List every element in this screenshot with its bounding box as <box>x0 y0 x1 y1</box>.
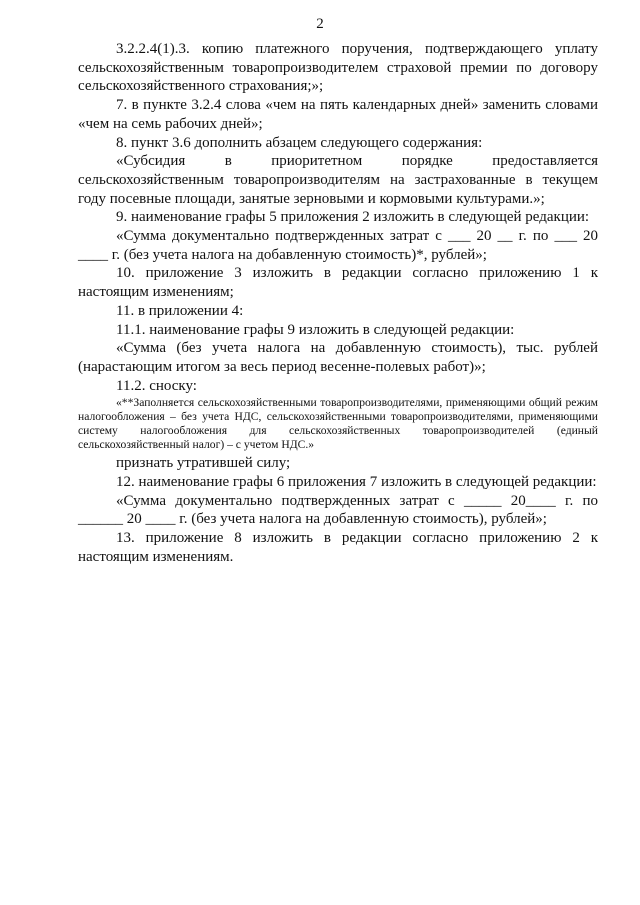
paragraph-3-2-2-4: 3.2.2.4(1).3. копию платежного поручения, подтверждающего уплату сельскохозяйственным товаропроизводителем страховой премии по договору сельскохозяйственного страхования;»; <box>78 41 598 95</box>
paragraph-item-12: 12. наименование графы 6 приложения 7 изложить в следующей редакции: <box>116 474 597 491</box>
paragraph-item-10: 10. приложение 3 изложить в редакции согласно приложению 1 к настоящим изменениям; <box>78 265 598 301</box>
paragraph-item-7: 7. в пункте 3.2.4 слова «чем на пять календарных дней» заменить словами «чем на семь рабочих дней»; <box>78 97 598 132</box>
paragraph-item-9: 9. наименование графы 5 приложения 2 изложить в следующей редакции: <box>116 209 590 226</box>
paragraph-item-11-1: 11.1. наименование графы 9 изложить в следующей редакции: <box>116 321 515 338</box>
paragraph-column-9-quote: «Сумма (без учета налога на добавленную стоимость), тыс. рублей (нарастающим итогом за весь период весенне-полевых работ)»; <box>78 340 598 375</box>
paragraph-item-8: 8. пункт 3.6 дополнить абзацем следующего содержания: <box>116 134 483 151</box>
footnote-quote: «**Заполняется сельскохозяйственными товаропроизводителями, применяющими общий режим налогообложения – без учета НДС, сельскохозяйственными товаропроизводителями, применяющими систему налогообложения для сельскохозяйственных товаропроизводителей (единый сельскохозяйственный налог) – с учетом НДС.» <box>78 396 598 452</box>
paragraph-subsidy-quote: «Субсидия в приоритетном порядке предоставляется сельскохозяйственным товаропроизводителям на застрахованные в текущем году посевные площади, занятые зерновыми и кормовыми культурами.»; <box>78 153 598 207</box>
paragraph-item-11-2: 11.2. сноску: <box>116 377 197 394</box>
paragraph-column-5-quote: «Сумма документально подтвержденных затрат с ___ 20 __ г. по ___ 20 ____ г. (без учета налога на добавленную стоимость)*, рублей»; <box>78 228 598 263</box>
page-number: 2 <box>316 16 324 32</box>
paragraph-item-11: 11. в приложении 4: <box>116 302 244 319</box>
paragraph-column-6-quote: «Сумма документально подтвержденных затрат с _____ 20____ г. по ______ 20 ____ г. (без учета налога на добавленную стоимость), рублей»; <box>78 492 598 528</box>
document-body <box>78 40 598 567</box>
paragraph-repeal: признать утратившей силу; <box>116 455 291 472</box>
paragraph-item-13: 13. приложение 8 изложить в редакции согласно приложению 2 к настоящим изменениям. <box>78 530 598 565</box>
